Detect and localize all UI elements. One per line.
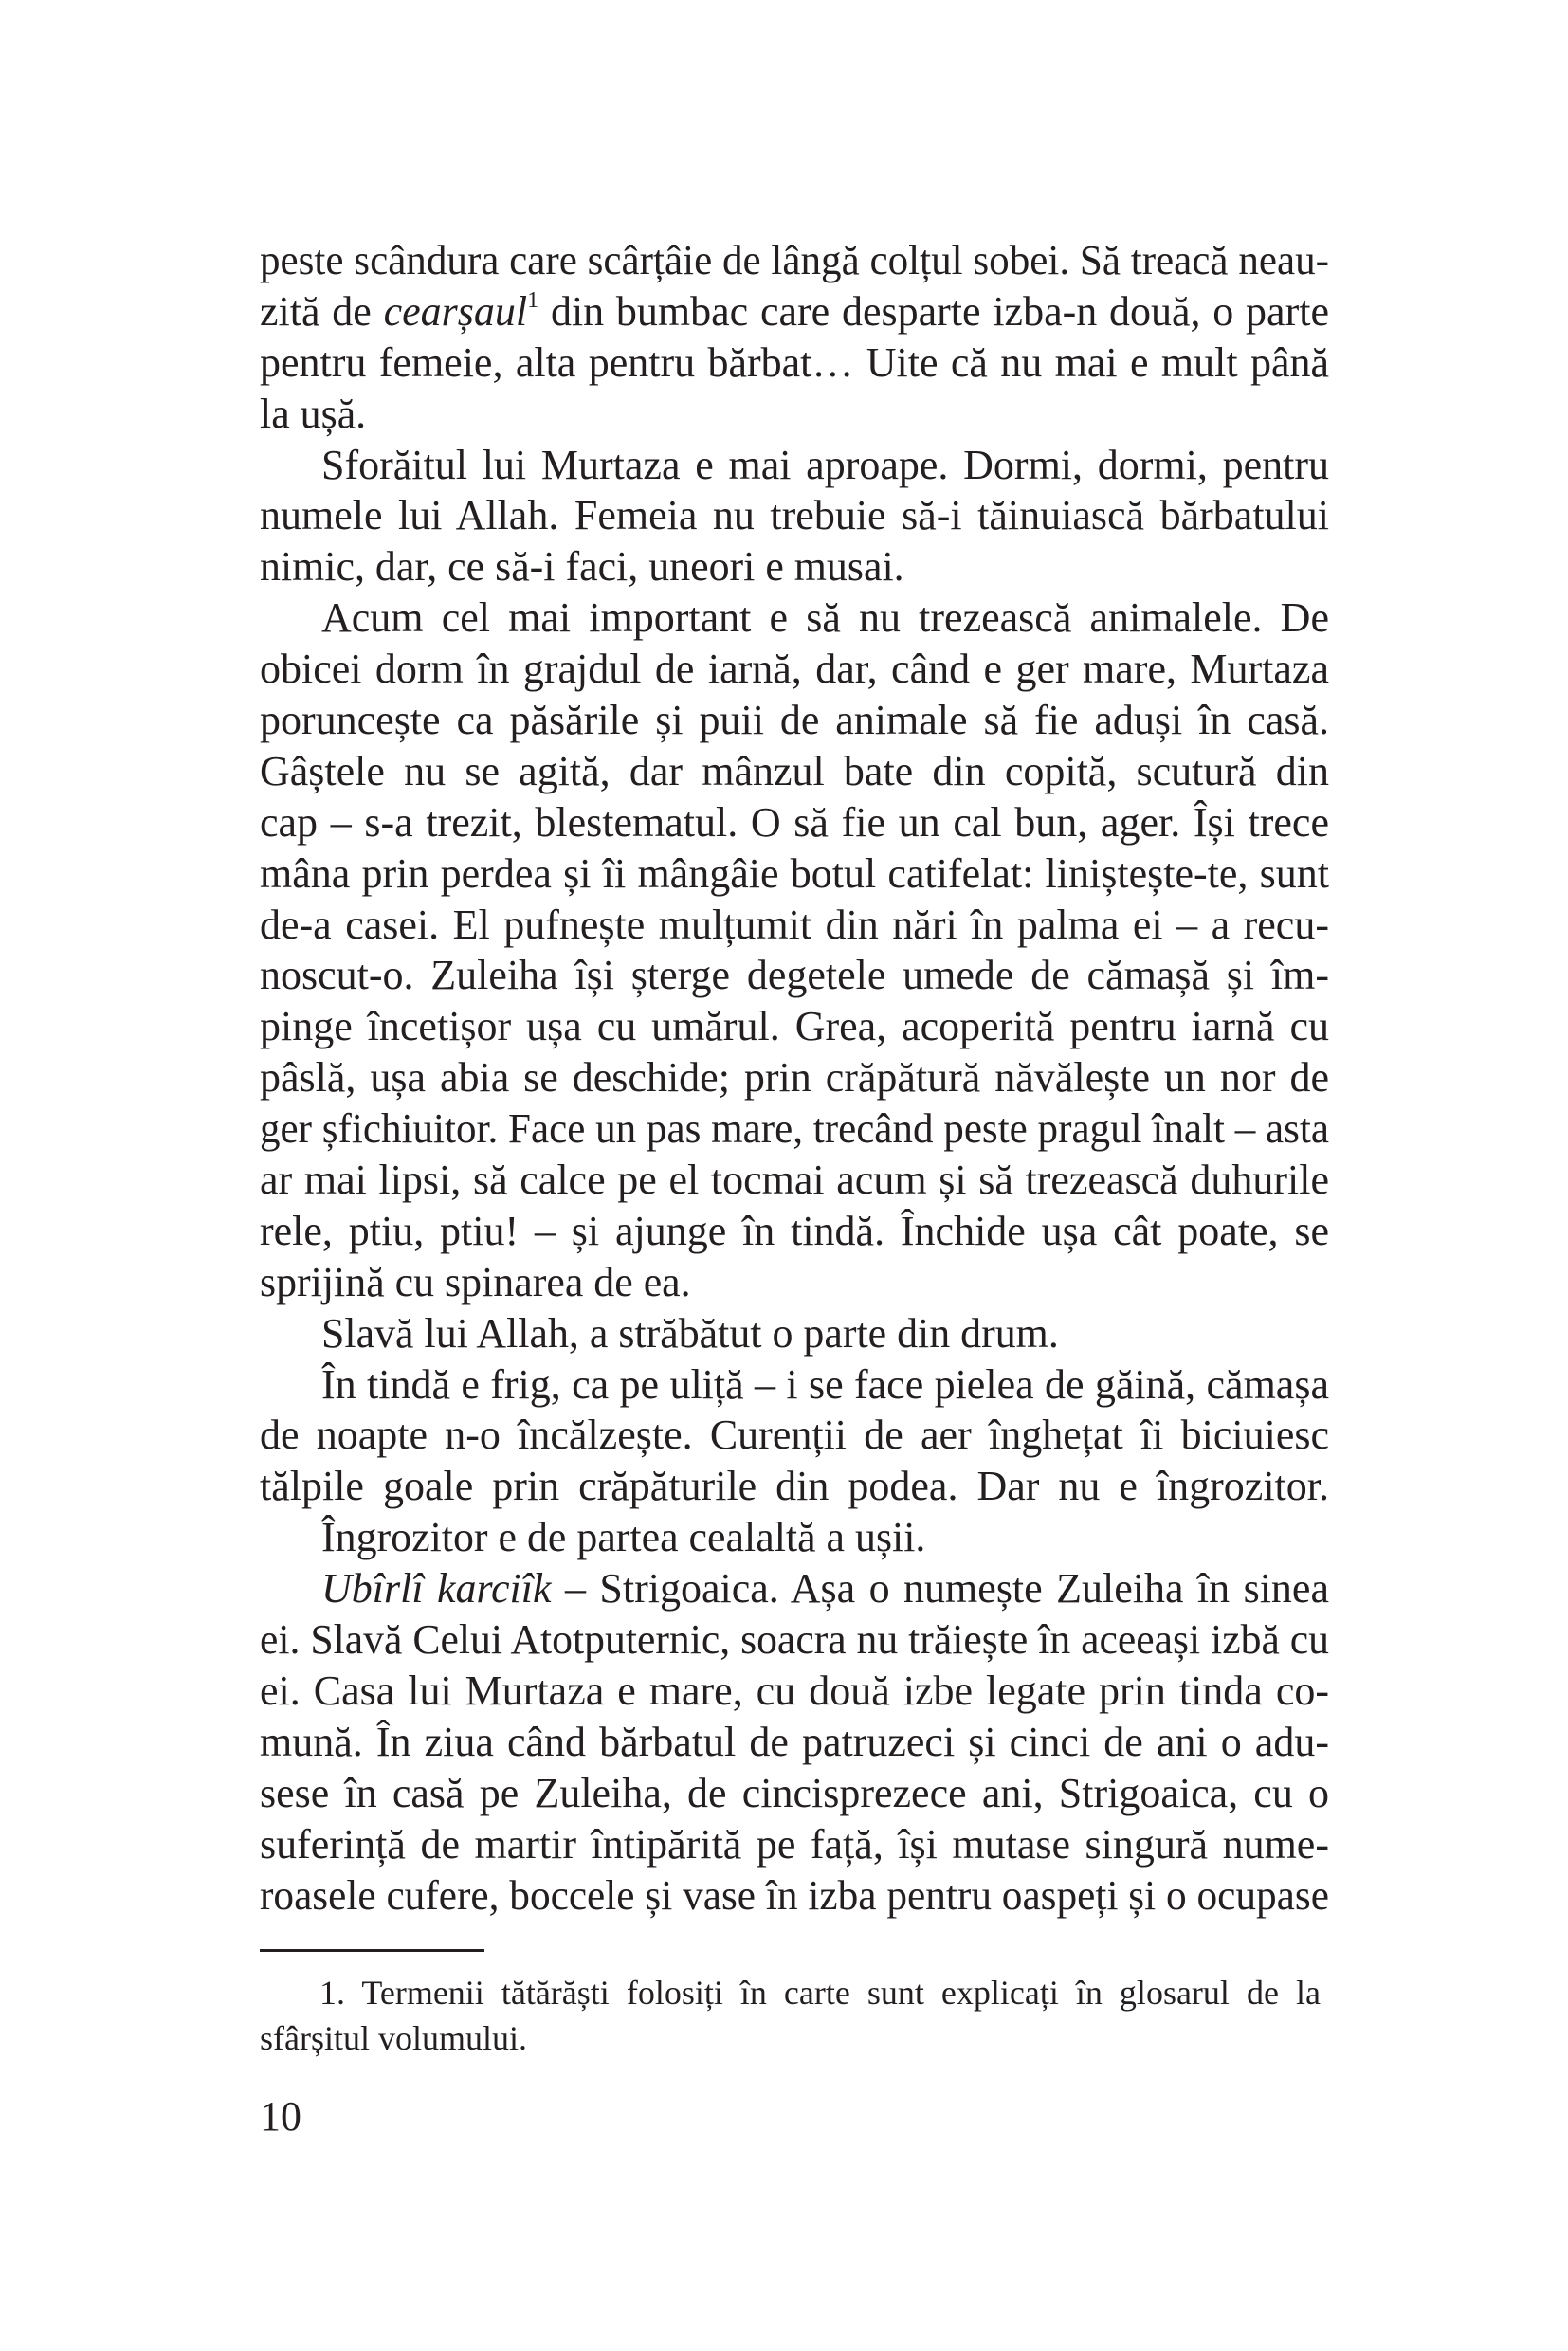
text-run: de-a casei. El pufnește mulțumit din nări în palma ei – a recu-: [260, 901, 1329, 948]
text-line: [260, 1512, 1329, 1563]
body-text: [260, 235, 1329, 1921]
text-run: Gâștele nu se agită, dar mânzul bate din copită, scutură din: [260, 747, 1329, 794]
text-line: [260, 1359, 1329, 1411]
italic-term: Ubîrlî karciîk: [321, 1565, 552, 1613]
text-line: [260, 1666, 1329, 1717]
text-line: [260, 1563, 1329, 1614]
text-line: [260, 644, 1329, 695]
text-run: ei. Casa lui Murtaza e mare, cu două izbe legate prin tinda co-: [260, 1667, 1329, 1714]
text-run: Slavă lui Allah, a străbătut o parte din drum.: [321, 1309, 1059, 1357]
text-run: zită de: [260, 287, 384, 335]
text-line: [260, 797, 1329, 848]
text-run: suferință de martir întipărită pe față, își mutase singură nume-: [260, 1820, 1329, 1868]
text-run: poruncește ca păsările și puii de animale să fie aduși în casă.: [260, 697, 1329, 744]
text-line: [260, 1308, 1329, 1359]
footnote-reference: 1: [527, 286, 539, 313]
page-number: 10: [260, 2093, 301, 2140]
text-line: [260, 1103, 1329, 1155]
text-line: [260, 1206, 1329, 1257]
text-run: de noapte n-o încălzește. Curenții de aer înghețat îi biciuiesc: [260, 1412, 1329, 1459]
text-run: – Strigoaica. Așa o numește Zuleiha în sinea: [551, 1565, 1329, 1613]
italic-term: cearșaul: [383, 287, 528, 335]
text-line: [260, 950, 1329, 1001]
text-line: [260, 490, 1329, 541]
text-line: [260, 746, 1329, 797]
text-line: [260, 900, 1329, 951]
text-run: 1. Termenii tătărăști folosiți în carte sunt explicați în glosarul de la: [319, 1974, 1321, 2012]
text-line: [260, 1717, 1329, 1768]
text-run: sese în casă pe Zuleiha, de cincisprezece ani, Strigoaica, cu o: [260, 1769, 1329, 1816]
text-run: Îngrozitor e de partea cealaltă a ușii.: [321, 1514, 926, 1561]
footnote-line: [260, 2015, 1329, 2061]
text-run: numele lui Allah. Femeia nu trebuie să-i tăinuiască bărbatului: [260, 492, 1329, 539]
text-run: sprijină cu spinarea de ea.: [260, 1258, 691, 1305]
text-line: [260, 1052, 1329, 1103]
footnote: [260, 1970, 1329, 2061]
text-run: Acum cel mai important e să nu trezească animalele. De: [321, 594, 1329, 642]
text-run: mună. În ziua când bărbatul de patruzeci și cinci de ani o adu-: [260, 1718, 1329, 1765]
text-run: rele, ptiu, ptiu! – și ajunge în tindă. Închide ușa cât poate, se: [260, 1207, 1329, 1254]
text-run: Sforăitul lui Murtaza e mai aproape. Dormi, dormi, pentru: [321, 441, 1329, 488]
text-line: [260, 541, 1329, 592]
text-line: [260, 1001, 1329, 1052]
text-run: pentru femeie, alta pentru bărbat… Uite că nu mai e mult până: [260, 338, 1329, 386]
text-run: la ușă.: [260, 390, 367, 437]
text-run: ger șfichiuitor. Face un pas mare, trecând peste pragul înalt – asta: [260, 1105, 1329, 1153]
text-line: [260, 1410, 1329, 1461]
text-line: [260, 440, 1329, 491]
text-run: nimic, dar, ce să-i faci, uneori e musai.: [260, 543, 904, 591]
text-line: [260, 592, 1329, 644]
text-line: [260, 1155, 1329, 1206]
text-run: ar mai lipsi, să calce pe el tocmai acum și să trezească duhurile: [260, 1157, 1329, 1204]
text-line: [260, 286, 1329, 337]
text-run: cap – s-a trezit, blestematul. O să fie un cal bun, ager. Își trece: [260, 798, 1329, 846]
footnote-line: [260, 1970, 1329, 2015]
text-line: [260, 1870, 1329, 1922]
text-line: [260, 1257, 1329, 1308]
footnote-separator: [260, 1949, 484, 1952]
text-run: pinge încetișor ușa cu umărul. Grea, acoperită pentru iarnă cu: [260, 1003, 1329, 1050]
text-line: [260, 1768, 1329, 1819]
text-line: [260, 695, 1329, 746]
text-line: [260, 848, 1329, 900]
text-line: [260, 337, 1329, 389]
text-line: [260, 1819, 1329, 1870]
text-line: [260, 1614, 1329, 1666]
text-run: din bumbac care desparte izba-n două, o parte: [538, 287, 1329, 335]
text-line: [260, 235, 1329, 286]
text-run: noscut-o. Zuleiha își șterge degetele umede de cămașă și îm-: [260, 952, 1329, 999]
text-run: tălpile goale prin crăpăturile din podea. Dar nu e îngrozitor.: [260, 1463, 1329, 1510]
text-run: sfârșitul volumului.: [260, 2019, 527, 2057]
text-line: [260, 389, 1329, 440]
text-line: [260, 1461, 1329, 1512]
text-run: roasele cufere, boccele și vase în izba pentru oaspeți și o ocupase: [260, 1871, 1329, 1919]
text-run: pâslă, ușa abia se deschide; prin crăpătură năvălește un nor de: [260, 1054, 1329, 1102]
text-run: mâna prin perdea și îi mângâie botul catifelat: liniștește-te, sunt: [260, 849, 1329, 897]
text-run: peste scândura care scârțâie de lângă colțul sobei. Să treacă neau-: [260, 237, 1329, 283]
text-run: În tindă e frig, ca pe uliță – i se face pielea de găină, cămașa: [321, 1360, 1329, 1408]
text-run: obicei dorm în grajdul de iarnă, dar, când e ger mare, Murtaza: [260, 646, 1329, 693]
text-run: ei. Slavă Celui Atotputernic, soacra nu trăiește în aceeași izbă cu: [260, 1616, 1329, 1664]
